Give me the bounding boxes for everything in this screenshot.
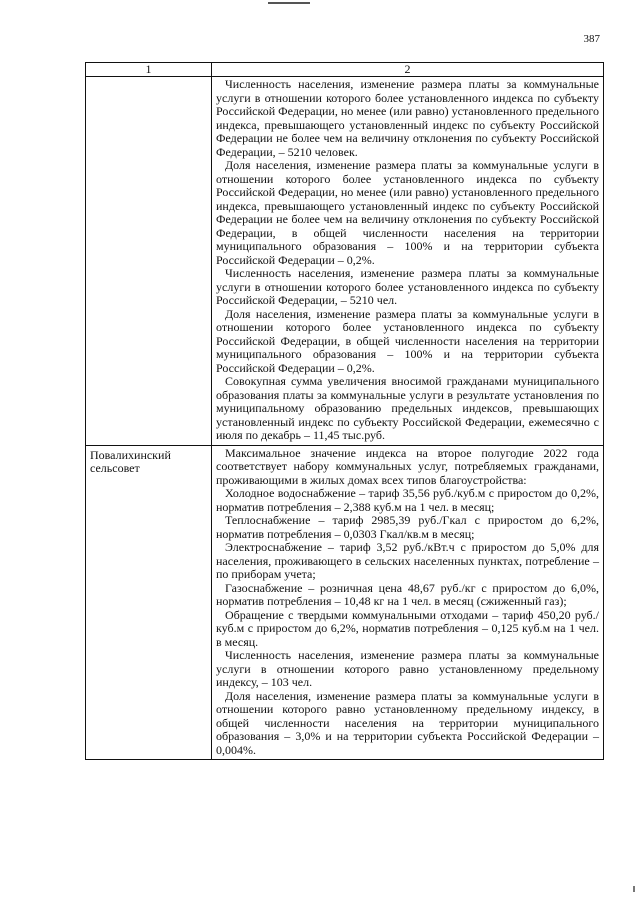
paragraph: Численность населения, изменение размера платы за коммунальные услуги в отношении которого более установленного индекса по субъекту Российской Федерации, – 5210 чел. — [216, 266, 599, 307]
column-header-1: 1 — [86, 63, 212, 77]
paragraph: Доля населения, изменение размера платы за коммунальные услуги в отношении которого более установленного индекса по субъекту Российской Федерации, в общей численности населения на территории муниципального образования – 100% и на территории субъекта Российской Федерации – 0,2%. — [216, 306, 599, 375]
paragraph: Доля населения, изменение размера платы за коммунальные услуги в отношении которого равно установленному предельному индексу, в общей численности населения на территории муниципального образования – 3,0% и на территории субъекта Российской Федерации – 0,004%. — [216, 688, 599, 757]
paragraph: Теплоснабжение – тариф 2985,39 руб./Гкал с приростом до 6,2%, норматив потребления – 0,0303 Гкал/кв.м в месяц; — [216, 513, 599, 541]
paragraph: Численность населения, изменение размера платы за коммунальные услуги в отношении которого более установленного индекса по субъекту Российской Федерации, но менее (или равно) установленного предельного индекса, превышающего установленный индекс по субъекту Российской Федерации не более чем на величину отклонения по субъекту Российской Федерации, – 5210 человек. — [216, 77, 599, 159]
column-header-2: 2 — [212, 63, 604, 77]
indicators-cell — [212, 445, 604, 760]
paragraph: Электроснабжение – тариф 3,52 руб./кВт.ч с приростом до 5,0% для населения, проживающего в сельских населенных пунктах, потребление – по приборам учета; — [216, 540, 599, 581]
municipality-cell — [86, 445, 212, 760]
paragraph: Численность населения, изменение размера платы за коммунальные услуги в отношении которого равно установленному предельному индексу, – 103 чел. — [216, 648, 599, 689]
paragraph: Газоснабжение – розничная цена 48,67 руб./кг с приростом до 6,0%, норматив потребления – 10,48 кг на 1 чел. в месяц (сжиженный газ); — [216, 580, 599, 608]
table-header-row — [86, 63, 604, 77]
municipality-cell — [86, 77, 212, 446]
document-table — [85, 62, 604, 760]
scan-mark-edge — [633, 886, 635, 892]
paragraph: Обращение с твердыми коммунальными отходами – тариф 450,20 руб./куб.м с приростом до 6,2%, норматив потребления – 0,125 куб.м на 1 чел. в месяц. — [216, 607, 599, 649]
table-row — [86, 77, 604, 446]
paragraph: Доля населения, изменение размера платы за коммунальные услуги в отношении которого более установленного индекса по субъекту Российской Федерации, но менее (или равно) установленного предельного индекса, превышающего установленный индекс по субъекту Российской Федерации не более чем на величину отклонения по субъекту Российской Федерации, в общей численности населения на территории муниципального образования – 100% и на территории субъекта Российской Федерации – 0,2%. — [216, 158, 599, 267]
municipality-name — [86, 77, 211, 83]
paragraph: Холодное водоснабжение – тариф 35,56 руб./куб.м с приростом до 0,2%, норматив потребления – 2,388 куб.м на 1 чел. в месяц; — [216, 486, 599, 514]
scan-mark-top — [268, 2, 310, 4]
page-number: 387 — [583, 33, 600, 45]
indicators-cell — [212, 77, 604, 446]
paragraph: Совокупная сумма увеличения вносимой гражданами муниципального образования платы за коммунальные услуги в результате установления по муниципальному образованию предельных индексов, превышающих установленный индекс по субъекту Российской Федерации, ежемесячно с июля по декабрь – 11,45 тыс.руб. — [216, 374, 599, 442]
municipality-name: Повалихинский сельсовет — [90, 447, 171, 475]
table-row — [86, 445, 604, 760]
paragraph: Максимальное значение индекса на второе полугодие 2022 года соответствует набору коммунальных услуг, потребляемых гражданами, проживающими в жилых домах всех типов благоустройства: — [216, 445, 599, 487]
